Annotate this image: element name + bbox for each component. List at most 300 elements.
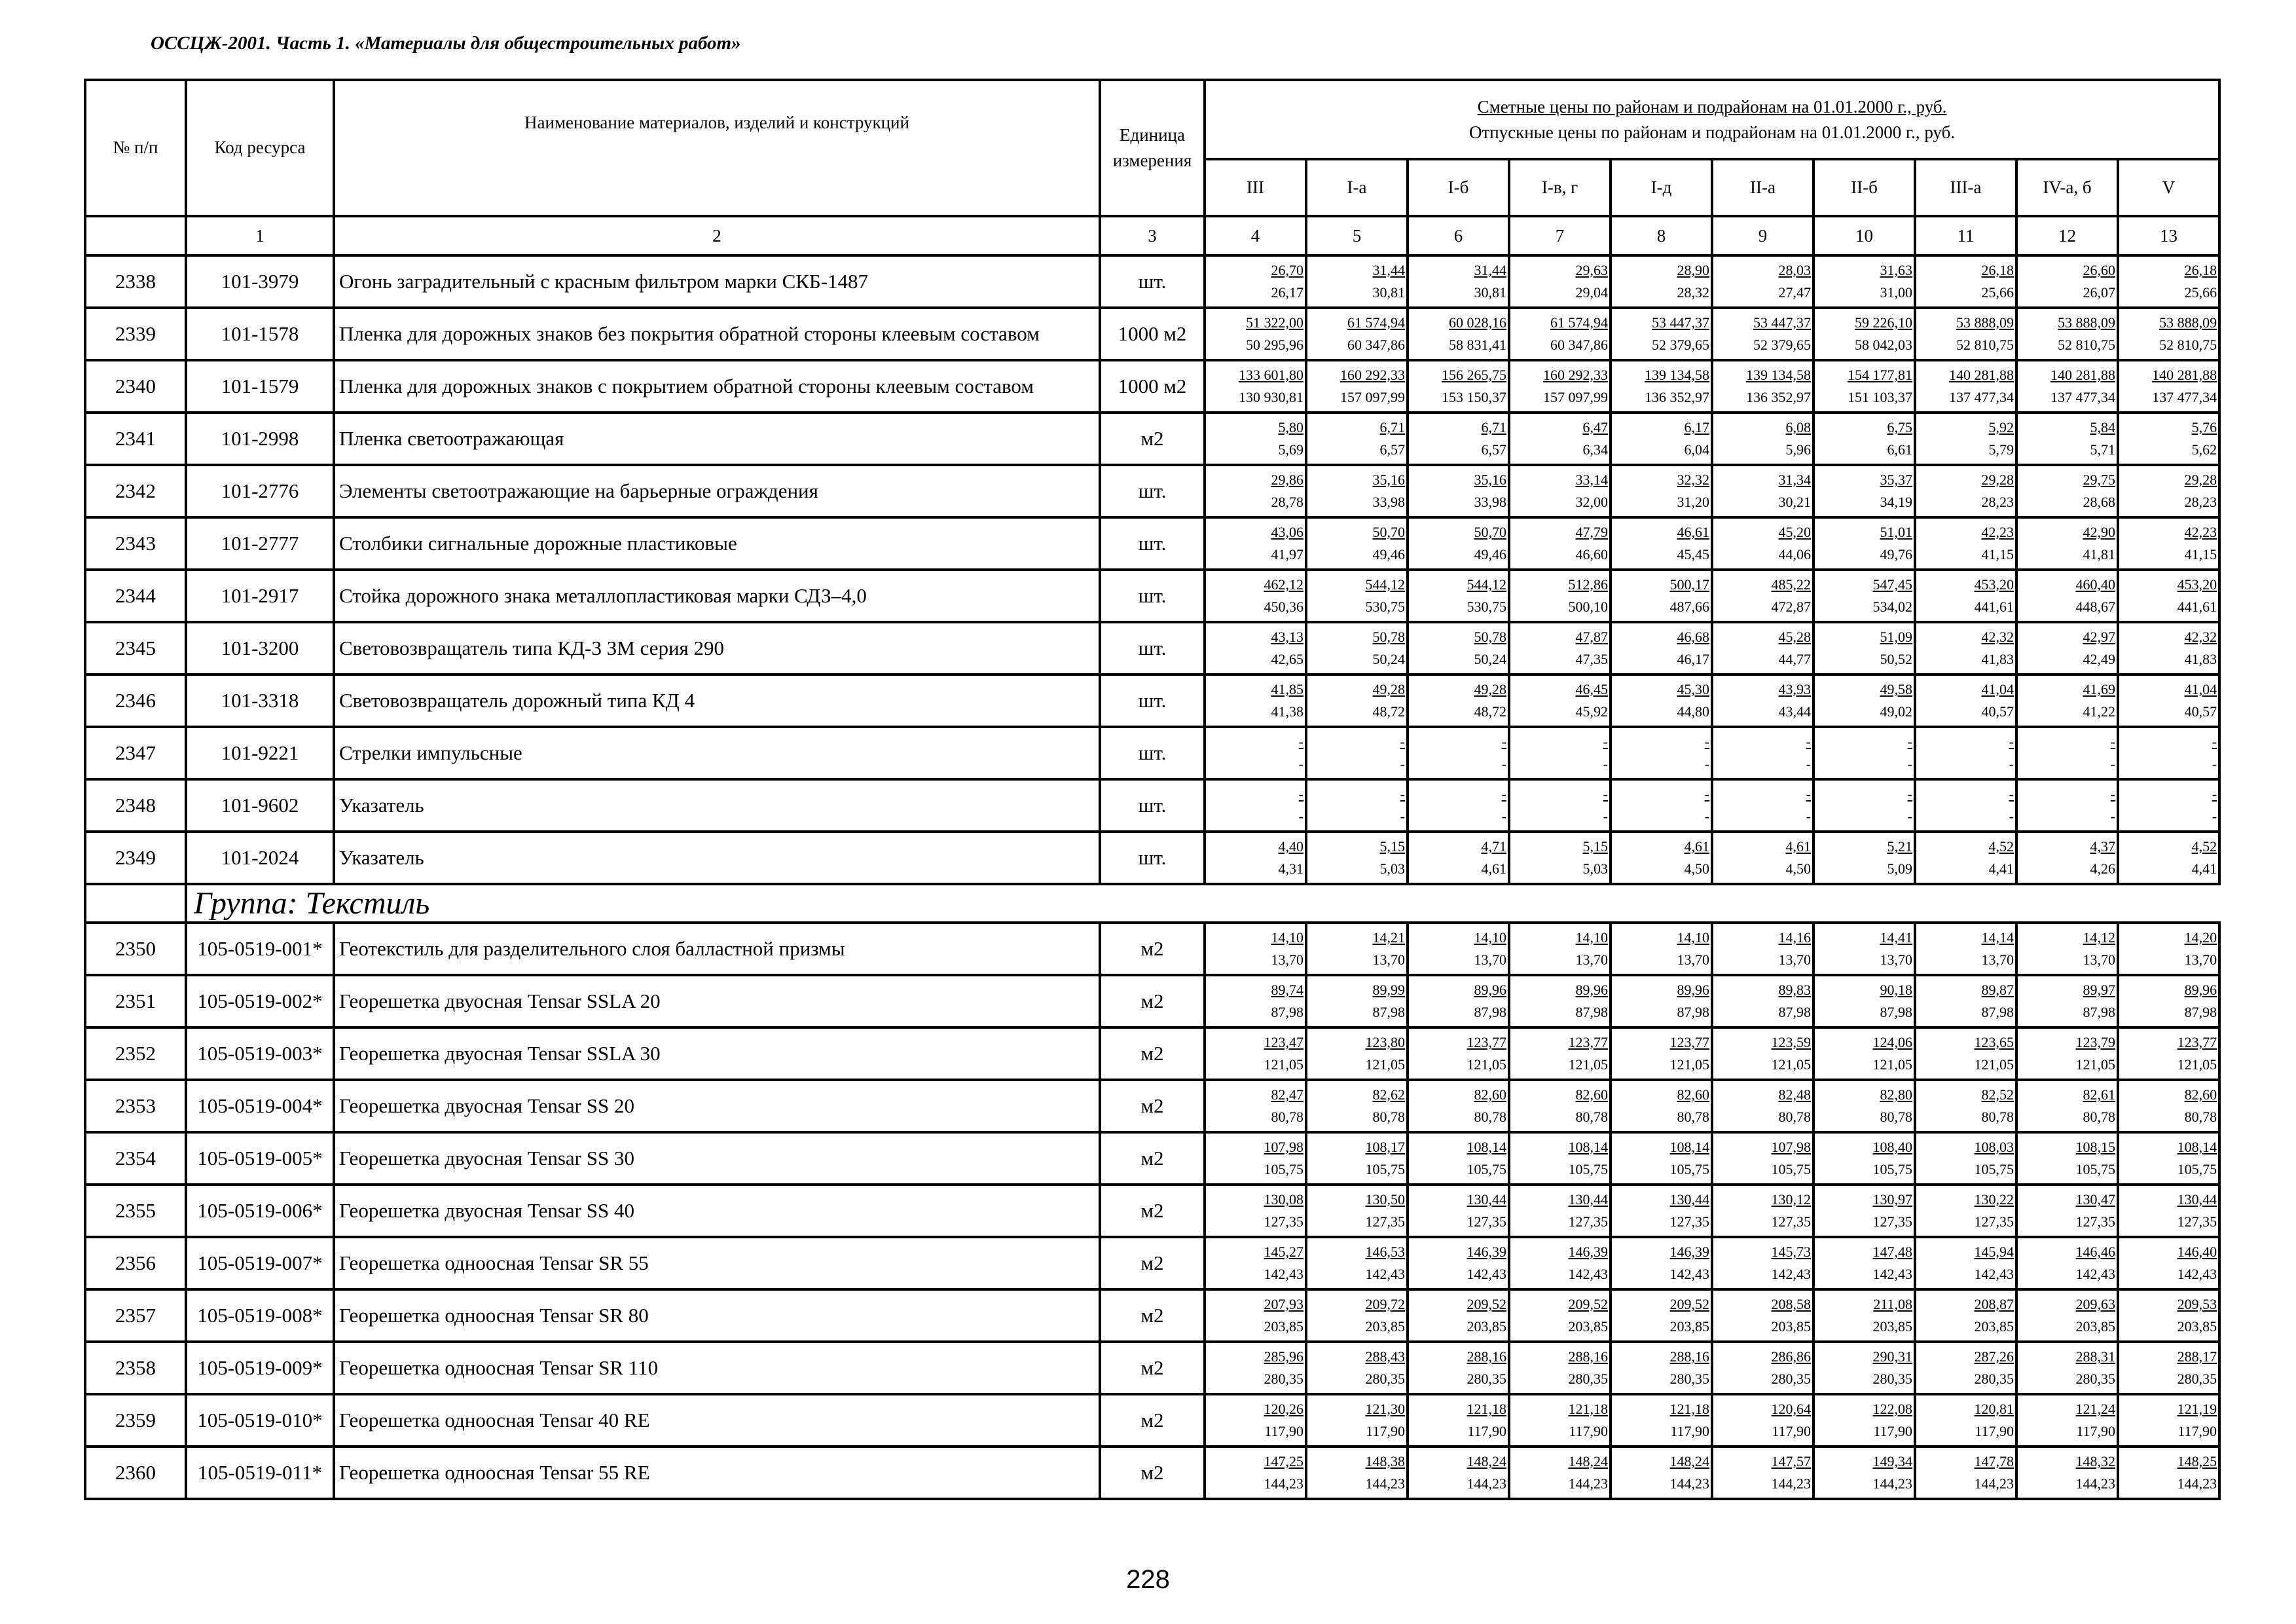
release-price: 130 930,81 [1239,389,1303,405]
resource-code: 105-0519-008* [186,1289,334,1342]
estimate-price: 41,04 [1981,680,2014,697]
estimate-price: 82,60 [1575,1086,1608,1103]
row-number: 2341 [85,413,186,465]
material-name: Геотекстиль для разделительного слоя балластной призмы [334,923,1100,975]
price-cell [1813,308,1915,360]
release-price: 450,36 [1264,599,1303,615]
price-cell [2016,570,2118,622]
table-row [85,832,2219,884]
price-cell [2016,975,2118,1027]
region-header: III-а [1915,159,2016,216]
estimate-price: 286,86 [1771,1348,1811,1365]
release-price: 127,35 [1467,1213,1506,1230]
estimate-price: 130,44 [1467,1190,1506,1208]
estimate-price: 89,96 [2184,981,2217,998]
release-price: 136 352,97 [1746,389,1811,405]
estimate-price: 29,75 [2083,471,2115,488]
price-cell [1205,674,1306,727]
price-cell [1712,465,1813,517]
price-cell [1611,923,1712,975]
price-cell [1509,1237,1611,1289]
table-row [85,1447,2219,1499]
price-cell [2016,255,2118,308]
price-cell [1611,413,1712,465]
column-number: 4 [1205,216,1306,255]
price-cell [2118,360,2219,413]
estimate-price: 53 447,37 [1753,314,1811,331]
estimate-price: 148,25 [2177,1452,2217,1469]
estimate-price: 14,10 [1575,929,1608,946]
price-cell [2016,465,2118,517]
estimate-price: 120,26 [1264,1400,1303,1417]
release-price: 4,50 [1684,860,1709,877]
estimate-price: - [1806,785,1811,802]
estimate-price: 130,97 [1872,1190,1912,1208]
price-cell [1306,517,1408,570]
release-price: 50,52 [1880,651,1912,667]
release-price: 127,35 [1365,1213,1405,1230]
release-price: 49,46 [1474,546,1506,563]
column-number [85,216,186,255]
resource-code: 105-0519-004* [186,1080,334,1132]
release-price: 144,23 [1872,1475,1912,1492]
header-unit: Единица измерения [1100,80,1205,216]
estimate-price: 50,70 [1474,523,1506,540]
row-number: 2352 [85,1027,186,1080]
estimate-price: 5,15 [1379,838,1405,855]
release-price: 280,35 [1771,1371,1811,1387]
unit-of-measure: шт. [1100,832,1205,884]
release-price: - [1907,756,1912,772]
estimate-price: - [1400,785,1405,802]
price-cell [2016,1027,2118,1080]
price-cell [2016,1132,2118,1185]
release-price: 80,78 [1271,1109,1303,1125]
price-cell [1915,570,2016,622]
resource-code: 105-0519-009* [186,1342,334,1394]
release-price: 144,23 [1264,1475,1303,1492]
price-cell [1915,1342,2016,1394]
unit-of-measure: 1000 м2 [1100,360,1205,413]
estimate-price: 544,12 [1467,576,1506,593]
resource-code: 101-2776 [186,465,334,517]
release-price: 121,05 [1872,1056,1912,1073]
document-title: ОССЦЖ-2001. Часть 1. «Материалы для общестроительных работ» [151,33,741,54]
release-price: 117,90 [1366,1423,1405,1439]
release-price: 28,23 [2184,494,2217,510]
release-price: 4,26 [2090,860,2115,877]
estimate-price: 130,47 [2075,1190,2115,1208]
price-cell [1712,1342,1813,1394]
price-cell [1611,727,1712,779]
price-cell [1712,570,1813,622]
unit-of-measure: шт. [1100,779,1205,832]
estimate-price: 5,21 [1887,838,1912,855]
material-name: Элементы светоотражающие на барьерные ограждения [334,465,1100,517]
estimate-price: 122,08 [1872,1400,1912,1417]
release-price: 29,04 [1575,284,1608,301]
price-cell [1611,570,1712,622]
table-row [85,622,2219,674]
estimate-price: 41,69 [2083,680,2115,697]
release-price: 105,75 [1669,1161,1709,1177]
column-number: 8 [1611,216,1712,255]
estimate-price: 31,44 [1474,261,1506,278]
estimate-price: 121,18 [1467,1400,1506,1417]
release-price: 203,85 [1264,1318,1303,1335]
estimate-price: 108,03 [1974,1138,2014,1155]
column-number: 2 [334,216,1100,255]
release-price: 13,70 [1677,951,1709,968]
estimate-price: 147,25 [1264,1452,1303,1469]
release-price: 58 042,03 [1855,337,1912,353]
row-number: 2350 [85,923,186,975]
release-price: 144,23 [1568,1475,1608,1492]
price-cell [2016,517,2118,570]
release-price: 280,35 [1974,1371,2014,1387]
release-price: 80,78 [1880,1109,1912,1125]
release-price: 203,85 [1568,1318,1608,1335]
resource-code: 101-1579 [186,360,334,413]
release-price: - [1298,808,1303,824]
release-price: 5,09 [1887,860,1912,877]
estimate-price: 82,62 [1372,1086,1405,1103]
price-cell [1509,1342,1611,1394]
table-row [85,1342,2219,1394]
estimate-price: 82,61 [2083,1086,2115,1103]
price-cell [1205,360,1306,413]
release-price: 28,68 [2083,494,2115,510]
price-cell [2118,308,2219,360]
estimate-price: 124,06 [1872,1033,1912,1050]
release-price: 49,02 [1880,703,1912,720]
estimate-price: 123,59 [1771,1033,1811,1050]
estimate-price: 288,16 [1669,1348,1709,1365]
price-cell [1915,360,2016,413]
column-number: 6 [1408,216,1509,255]
release-price: 157 097,99 [1543,389,1608,405]
header-estimate-prices: Сметные цены по районам и подрайонам на 01.01.2000 г., руб. [1477,96,1947,117]
estimate-price: 290,31 [1872,1348,1912,1365]
material-name: Стойка дорожного знака металлопластиковая марки СДЗ–4,0 [334,570,1100,622]
release-price: - [2212,808,2217,824]
estimate-price: - [2110,785,2115,802]
estimate-price: 139 134,58 [1746,366,1811,383]
release-price: - [2009,756,2014,772]
price-cell [1205,727,1306,779]
release-price: 41,81 [2083,546,2115,563]
release-price: 25,66 [2184,284,2217,301]
estimate-price: 53 447,37 [1652,314,1709,331]
price-cell [1915,727,2016,779]
release-price: 117,90 [1873,1423,1912,1439]
price-cell [2118,779,2219,832]
table-row [85,255,2219,308]
release-price: 5,03 [1379,860,1405,877]
column-number: 12 [2016,216,2118,255]
estimate-price: - [2009,785,2014,802]
estimate-price: 108,40 [1872,1138,1912,1155]
release-price: 28,78 [1271,494,1303,510]
material-name: Георешетка одноосная Tensar SR 110 [334,1342,1100,1394]
material-name: Георешетка одноосная Tensar 40 RE [334,1394,1100,1447]
price-cell [1813,674,1915,727]
release-price: - [1704,808,1709,824]
price-cell [1306,1027,1408,1080]
unit-of-measure: м2 [1100,923,1205,975]
price-cell [1712,413,1813,465]
price-cell [1509,1447,1611,1499]
release-price: 487,66 [1669,599,1709,615]
release-price: - [2009,808,2014,824]
price-cell [1611,779,1712,832]
release-price: 144,23 [1669,1475,1709,1492]
price-cell [1611,1289,1712,1342]
resource-code: 105-0519-003* [186,1027,334,1080]
price-cell [1408,1027,1509,1080]
unit-of-measure: шт. [1100,465,1205,517]
price-cell [1712,1447,1813,1499]
estimate-price: 89,99 [1372,981,1405,998]
estimate-price: 130,50 [1365,1190,1405,1208]
estimate-price: - [1704,785,1709,802]
header-release-prices: Отпускные цены по районам и подрайонам на 01.01.2000 г., руб. [1468,122,1956,142]
estimate-price: 209,52 [1669,1295,1709,1312]
release-price: 60 347,86 [1550,337,1608,353]
resource-code: 101-2998 [186,413,334,465]
estimate-price: 108,14 [1568,1138,1608,1155]
release-price: 41,97 [1271,546,1303,563]
price-cell [1915,413,2016,465]
release-price: 30,81 [1372,284,1405,301]
price-cell [1915,1080,2016,1132]
resource-code: 105-0519-010* [186,1394,334,1447]
release-price: 40,57 [2184,703,2217,720]
release-price: 80,78 [1474,1109,1506,1125]
release-price: 105,75 [1974,1161,2014,1177]
release-price: 137 477,34 [2152,389,2217,405]
estimate-price: 121,24 [2075,1400,2115,1417]
release-price: 5,03 [1582,860,1608,877]
table-row [85,570,2219,622]
estimate-price: 145,73 [1771,1243,1811,1260]
release-price: 6,61 [1887,441,1912,458]
estimate-price: 14,10 [1677,929,1709,946]
estimate-price: 209,72 [1365,1295,1405,1312]
row-number: 2351 [85,975,186,1027]
release-price: 13,70 [2184,951,2217,968]
estimate-price: 46,68 [1677,628,1709,645]
table-row [85,360,2219,413]
release-price: - [1501,808,1506,824]
price-cell [2118,1027,2219,1080]
release-price: 43,44 [1778,703,1811,720]
release-price: 127,35 [1264,1213,1303,1230]
region-header: II-б [1813,159,1915,216]
estimate-price: 500,17 [1669,576,1709,593]
price-cell [1611,674,1712,727]
estimate-price: 211,08 [1873,1295,1912,1312]
estimate-price: 5,76 [2191,418,2217,435]
release-price: 280,35 [2075,1371,2115,1387]
unit-of-measure: м2 [1100,1132,1205,1185]
price-cell [1915,975,2016,1027]
estimate-price: 47,87 [1575,628,1608,645]
price-cell [1306,923,1408,975]
estimate-price: 209,63 [2075,1295,2115,1312]
estimate-price: 123,65 [1974,1033,2014,1050]
release-price: 4,50 [1785,860,1811,877]
material-name: Световозвращатель дорожный типа КД 4 [334,674,1100,727]
estimate-price: 123,80 [1365,1033,1405,1050]
release-price: 58 831,41 [1449,337,1506,353]
release-price: 13,70 [1474,951,1506,968]
estimate-price: 108,14 [1669,1138,1709,1155]
release-price: 41,38 [1271,703,1303,720]
price-cell [1205,1394,1306,1447]
material-name: Георешетка двуосная Tensar SS 40 [334,1185,1100,1237]
price-cell [1306,832,1408,884]
release-price: 117,90 [2178,1423,2217,1439]
estimate-price: 130,12 [1771,1190,1811,1208]
material-name: Георешетка одноосная Tensar 55 RE [334,1447,1100,1499]
table-row [85,1027,2219,1080]
release-price: 80,78 [2184,1109,2217,1125]
release-price: 52 810,75 [1956,337,2014,353]
estimate-price: - [1501,785,1506,802]
price-cell [1813,1027,1915,1080]
release-price: 534,02 [1872,599,1912,615]
column-number: 1 [186,216,334,255]
release-price: 13,70 [2083,951,2115,968]
release-price: 13,70 [1271,951,1303,968]
release-price: 87,98 [1575,1004,1608,1020]
unit-of-measure: шт. [1100,570,1205,622]
release-price: 448,67 [2075,599,2115,615]
estimate-price: 82,52 [1981,1086,2014,1103]
estimate-price: 82,60 [2184,1086,2217,1103]
price-cell [1915,923,2016,975]
estimate-price: 121,19 [2177,1400,2217,1417]
estimate-price: 53 888,09 [2159,314,2217,331]
material-name: Георешетка двуосная Tensar SS 30 [334,1132,1100,1185]
release-price: 4,41 [1988,860,2014,877]
row-number: 2343 [85,517,186,570]
price-cell [1509,517,1611,570]
price-cell [1306,255,1408,308]
price-cell [1205,1027,1306,1080]
row-number: 2348 [85,779,186,832]
row-number: 2353 [85,1080,186,1132]
price-cell [1813,360,1915,413]
estimate-price: 90,18 [1880,981,1912,998]
estimate-price: 140 281,88 [1949,366,2014,383]
region-header: I-в, г [1509,159,1611,216]
release-price: 6,34 [1582,441,1608,458]
resource-code: 101-9602 [186,779,334,832]
price-cell [1712,674,1813,727]
release-price: 30,81 [1474,284,1506,301]
release-price: 280,35 [1669,1371,1709,1387]
release-price: 87,98 [1677,1004,1709,1020]
estimate-price: 208,58 [1771,1295,1811,1312]
release-price: 27,47 [1778,284,1811,301]
estimate-price: 287,26 [1974,1348,2014,1365]
price-cell [1509,779,1611,832]
price-cell [1611,1027,1712,1080]
release-price: 52 379,65 [1753,337,1811,353]
estimate-price: 146,39 [1568,1243,1608,1260]
price-cell [1306,1080,1408,1132]
release-price: 42,65 [1271,651,1303,667]
table-row [85,1132,2219,1185]
estimate-price: 123,77 [1467,1033,1506,1050]
price-cell [1306,1185,1408,1237]
estimate-price: 107,98 [1264,1138,1303,1155]
estimate-price: 285,96 [1264,1348,1303,1365]
release-price: 105,75 [1365,1161,1405,1177]
table-row [85,308,2219,360]
price-cell [1205,1237,1306,1289]
price-cell [1306,779,1408,832]
group-row [85,884,2219,923]
estimate-price: 14,21 [1372,929,1405,946]
release-price: 26,17 [1271,284,1303,301]
material-name: Георешетка одноосная Tensar SR 80 [334,1289,1100,1342]
estimate-price: 89,83 [1778,981,1811,998]
price-cell [2118,1342,2219,1394]
estimate-price: 108,15 [2075,1138,2115,1155]
release-price: - [2110,756,2115,772]
release-price: 26,07 [2083,284,2115,301]
estimate-price: 6,08 [1785,418,1811,435]
estimate-price: - [1704,733,1709,750]
release-price: 144,23 [1974,1475,2014,1492]
price-cell [1611,308,1712,360]
estimate-price: 130,44 [1669,1190,1709,1208]
estimate-price: 130,44 [1568,1190,1608,1208]
price-cell [1408,308,1509,360]
region-header: I-д [1611,159,1712,216]
resource-code: 105-0519-005* [186,1132,334,1185]
price-cell [2016,727,2118,779]
release-price: 127,35 [1669,1213,1709,1230]
release-price: 13,70 [1778,951,1811,968]
release-price: 13,70 [1575,951,1608,968]
estimate-price: 121,30 [1365,1400,1405,1417]
release-price: 6,04 [1684,441,1709,458]
material-name: Стрелки импульсные [334,727,1100,779]
price-cell [2118,413,2219,465]
price-cell [2016,674,2118,727]
release-price: 121,05 [1264,1056,1303,1073]
release-price: - [1501,756,1506,772]
release-price: 530,75 [1467,599,1506,615]
release-price: 142,43 [1264,1266,1303,1282]
release-price: - [1806,808,1811,824]
price-cell [1712,360,1813,413]
material-name: Пленка для дорожных знаков с покрытием обратной стороны клеевым составом [334,360,1100,413]
estimate-price: 121,18 [1568,1400,1608,1417]
price-cell [1509,1132,1611,1185]
release-price: - [1400,756,1405,772]
release-price: 28,23 [1981,494,2014,510]
price-cell [2118,1185,2219,1237]
estimate-price: 42,23 [1981,523,2014,540]
estimate-price: - [1603,733,1608,750]
price-cell [1712,1027,1813,1080]
release-price: 48,72 [1372,703,1405,720]
